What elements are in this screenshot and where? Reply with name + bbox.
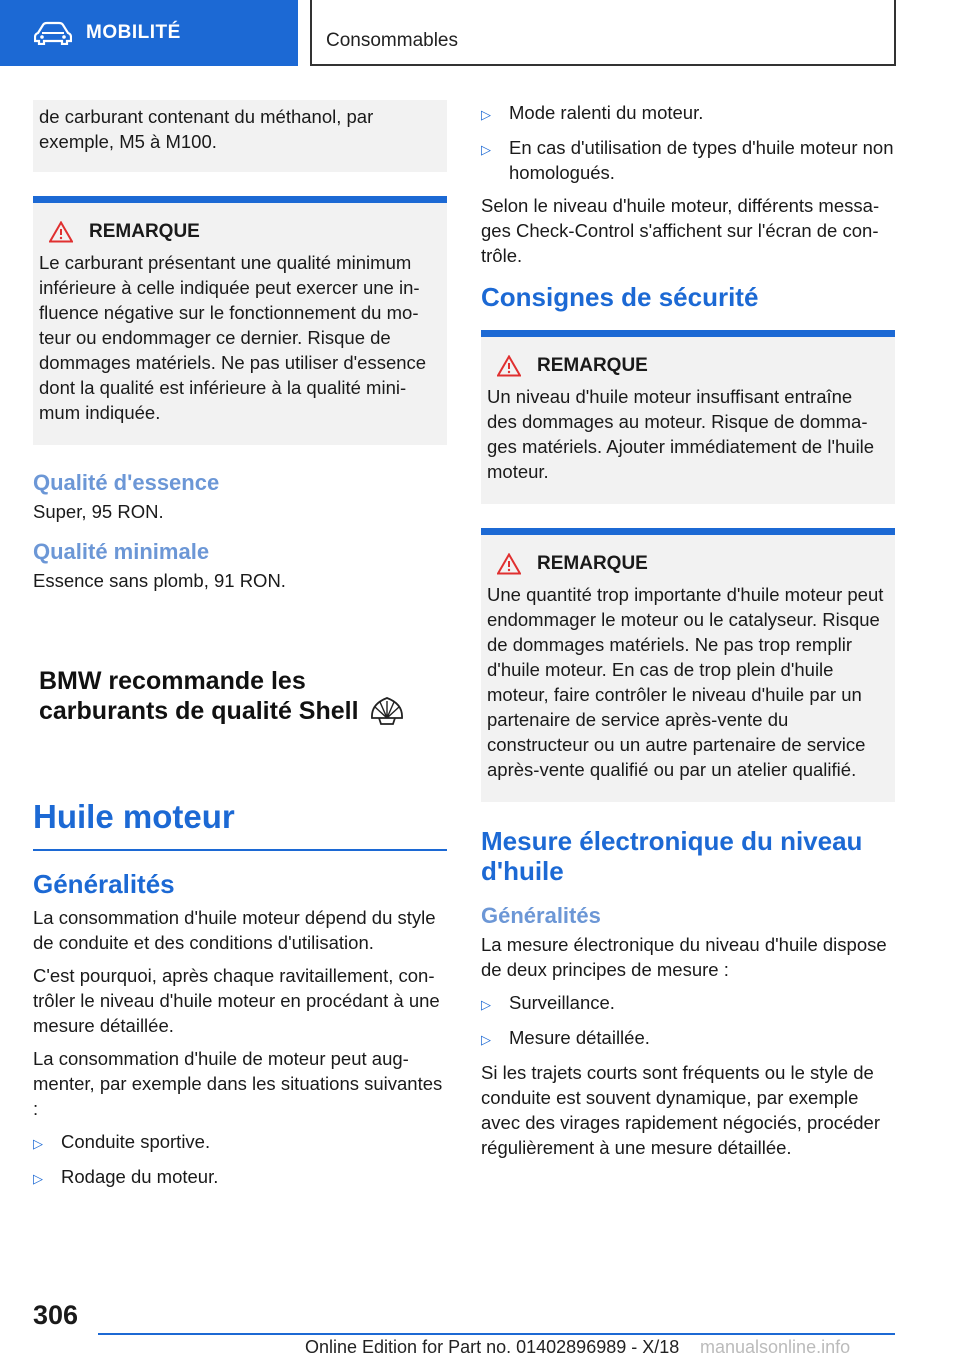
paragraph-short-trips: Si les trajets courts sont fréquents ou le style de conduite est souvent dynamique, par exemple avec des virages rapidement négociés, procéder régulièrement à une mesure détaillée. (481, 1062, 881, 1158)
general-heading: Généralités (33, 869, 175, 899)
footer-divider (98, 1333, 895, 1335)
paragraph-2: C'est pourquoi, après chaque ravitaillement, contrôler le niveau d'huile moteur en procédant à une mesure détaillée. (33, 965, 440, 1036)
measure-heading: Mesure électronique du niveau d'huile (481, 826, 863, 886)
shell-promo (39, 667, 447, 797)
paragraph-check-control: Selon le niveau d'huile moteur, différents messages Check-Control s'affichent sur l'écran de contrôle. (481, 195, 880, 266)
page-number: 306 (33, 1300, 79, 1330)
warning-box (481, 330, 895, 504)
fuel-quality-heading: Qualité d'essence (33, 470, 220, 495)
warning-text: Un niveau d'huile moteur insuffisant entraîne des dommages au moteur. Risque de dommages matériels. Ajouter immédiatement de l'huile moteur. (487, 386, 875, 482)
promo-line-2: carburants de qualité Shell (39, 696, 359, 725)
continuation-box (33, 100, 447, 172)
list-item: ▷ Mesure détaillée. (481, 1025, 895, 1052)
list-item: ▷ Rodage du moteur. (33, 1164, 447, 1191)
bullet-triangle-icon: ▷ (481, 142, 491, 157)
list-item: ▷ Mode ralenti du moteur. (481, 100, 895, 127)
chapter-label: Consommables (326, 30, 458, 51)
warning-title: REMARQUE (537, 553, 648, 574)
list-item: ▷ Conduite sportive. (33, 1129, 447, 1156)
promo-line-1: BMW recommande les (39, 667, 306, 695)
paragraph-1: La consommation d'huile moteur dépend du style de conduite et des conditions d'utilisation. (33, 907, 436, 953)
warning-box (33, 196, 447, 445)
warning-triangle-icon (497, 355, 521, 377)
bullet-triangle-icon: ▷ (481, 1032, 491, 1047)
paragraph-measure: La mesure électronique du niveau d'huile dispose de deux principes de mesure : (481, 934, 887, 980)
bullet-triangle-icon: ▷ (33, 1171, 43, 1186)
warning-title: REMARQUE (89, 221, 200, 242)
warning-box (481, 528, 895, 802)
car-icon (34, 21, 72, 45)
situations-list-cont (481, 100, 895, 185)
min-quality-heading: Qualité minimale (33, 539, 210, 564)
section-title: Huile moteur (33, 797, 447, 851)
right-column (481, 100, 895, 1168)
general-subheading: Généralités (481, 903, 601, 928)
min-quality-text: Essence sans plomb, 91 RON. (33, 570, 286, 591)
list-item: ▷ Surveillance. (481, 990, 895, 1017)
watermark: manualsonline.info (700, 1337, 851, 1357)
fuel-quality-text: Super, 95 RON. (33, 501, 164, 522)
left-column (33, 100, 447, 1199)
warning-text: Le carburant présentant une qualité minimum inférieure à celle indiquée peut exercer une influence négative sur le fonctionnement du moteur ou endommager ce dernier. Risque de dommages matériels. Ne pas utiliser d'essence dont la qualité est inférieure à la qualité minimum indiquée. (39, 252, 427, 423)
warning-triangle-icon (49, 221, 73, 243)
edition-text: Online Edition for Part no. 01402896989 - X/18 (305, 1337, 680, 1357)
bullet-triangle-icon: ▷ (481, 107, 491, 122)
bullet-triangle-icon: ▷ (481, 997, 491, 1012)
shell-logo-icon (369, 696, 405, 726)
bullet-triangle-icon: ▷ (33, 1136, 43, 1151)
paragraph-3: La consommation d'huile de moteur peut augmenter, par exemple dans les situations suivantes : (33, 1048, 443, 1119)
list-item: ▷ En cas d'utilisation de types d'huile moteur non homologués. (481, 137, 894, 183)
situations-list (33, 1129, 447, 1191)
warning-title: REMARQUE (537, 355, 648, 376)
warning-triangle-icon (497, 553, 521, 575)
safety-heading: Consignes de sécurité (481, 282, 759, 312)
measure-list (481, 990, 895, 1052)
section-tab[interactable] (0, 0, 298, 66)
chapter-header (310, 0, 896, 66)
continuation-text: de carburant contenant du méthanol, par exemple, M5 à M100. (39, 106, 374, 152)
warning-text: Une quantité trop importante d'huile moteur peut endommager le moteur ou le catalyseur. Risque de dommages matériels. Ne pas trop remplir d'huile moteur. En cas de trop plein d'huile moteur, faire contrôler le niveau d'huile par un partenaire de service après-vente du constructeur ou un autre partenaire de service après-vente qualifié ou par un atelier qualifié. (487, 584, 884, 780)
section-label: MOBILITÉ (86, 22, 181, 43)
